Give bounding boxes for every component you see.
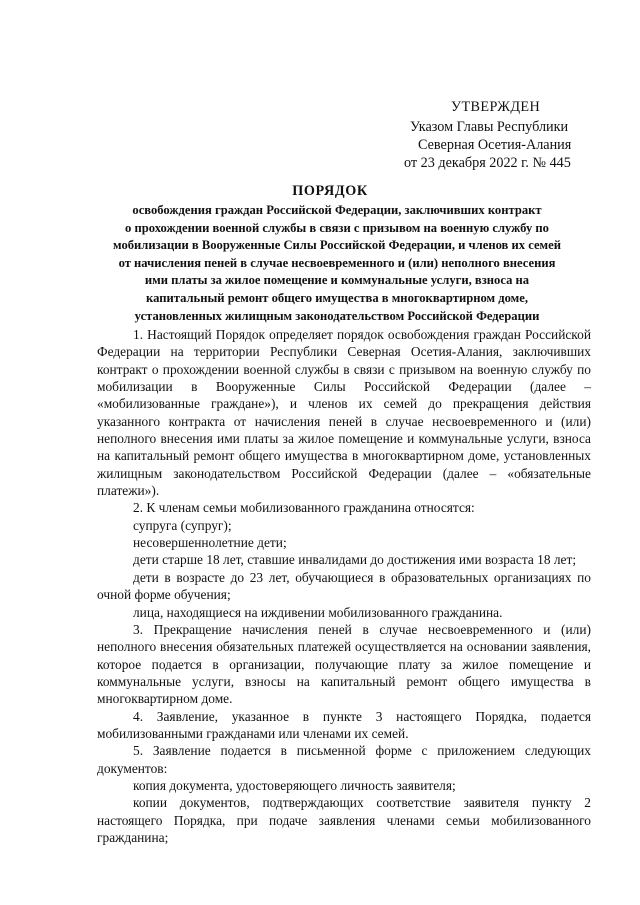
- list-item: дети в возрасте до 23 лет, обучающиеся в образовательных организациях по очной форме обучения;: [97, 569, 591, 603]
- approval-line-1: Указом Главы Республики: [410, 119, 569, 135]
- paragraph-1: 1. Настоящий Порядок определяет порядок освобождения граждан Российской Федерации на территории Республики Северная Осетия-Алания, заключивших контракт о прохождении военной службы в связи с призывом на военную службу по мобилизации в Вооруженные Силы Российской Федерации (далее – «мобилизованные граждане»), и членов их семей до прекращения действия указанного контракта от начисления пеней в случае несвоевременного и (или) неполного внесения ими платы за жилое помещение и коммунальные услуги, взноса на капитальный ремонт общего имущества в многоквартирном доме, установленных жилищным законодательством Российской Федерации (далее – «обязательные платежи»).: [97, 327, 591, 499]
- paragraph-2: 2. К членам семьи мобилизованного гражданина относятся:: [133, 500, 475, 516]
- document-body: [97, 326, 591, 846]
- subtitle-line: о прохождении военной службы в связи с призывом на военную службу по: [125, 220, 549, 235]
- document-title: ПОРЯДОК: [292, 183, 368, 199]
- subtitle-line: освобождения граждан Российской Федерации, заключивших контракт: [132, 203, 542, 217]
- subtitle-line: мобилизации в Вооруженные Силы Российской Федерации, и членов их семей: [113, 238, 561, 253]
- list-item: дети старше 18 лет, ставшие инвалидами до достижения ими возраста 18 лет;: [133, 552, 577, 568]
- subtitle-line: от начисления пеней в случае несвоевременного и (или) неполного внесения: [118, 255, 556, 270]
- approval-line-2: Северная Осетия-Алания: [418, 137, 572, 153]
- paragraph-3: 3. Прекращение начисления пеней в случае несвоевременного и (или) неполного внесения обязательных платежей осуществляется на основании заявления, которое подается в организации, получающие плату за жилое помещение и коммунальные услуги, взносы на капитальный ремонт общего имущества в многоквартирном доме.: [97, 621, 591, 707]
- list-item: несовершеннолетние дети;: [133, 535, 287, 551]
- approval-stamp: [404, 98, 614, 172]
- subtitle-line: установленных жилищным законодательством Российской Федерации: [134, 308, 540, 323]
- approval-line-3: от 23 декабря 2022 г. № 445: [404, 155, 571, 171]
- subtitle-line: капитальный ремонт общего имущества в многоквартирном доме,: [146, 290, 528, 305]
- subtitle-line: ими платы за жилое помещение и коммунальные услуги, взноса на: [144, 273, 530, 288]
- list-item: супруга (супруг);: [133, 517, 232, 533]
- list-item: копии документов, подтверждающих соответствие заявителя пункту 2 настоящего Порядка, при подаче заявления членами семьи мобилизованного гражданина;: [97, 795, 591, 845]
- paragraph-4: 4. Заявление, указанное в пункте 3 настоящего Порядка, подается мобилизованными гражданами или членами их семей.: [97, 708, 591, 741]
- document-subtitle: [82, 202, 592, 325]
- list-item: лица, находящиеся на иждивении мобилизованного гражданина.: [133, 604, 503, 620]
- approval-title: УТВЕРЖДЕН: [451, 99, 541, 115]
- list-item: копия документа, удостоверяющего личность заявителя;: [133, 777, 456, 793]
- paragraph-5: 5. Заявление подается в письменной форме с приложением следующих документов:: [97, 743, 591, 776]
